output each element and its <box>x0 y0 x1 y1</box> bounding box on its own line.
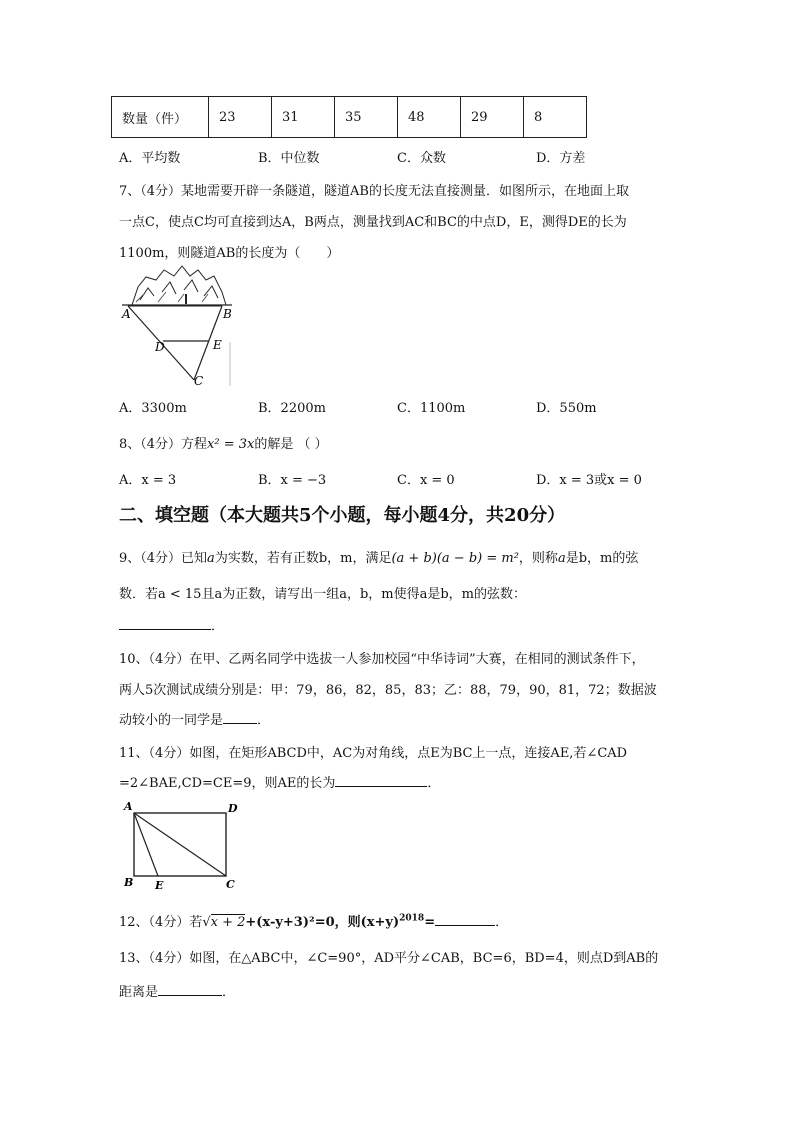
q7-line-2: 一点C，使点C均可直接到达A，B两点，测量找到AC和BC的中点D，E，测得DE的长为 <box>119 215 627 230</box>
table-cell: 8 <box>524 97 587 138</box>
label-c: C <box>194 374 204 388</box>
q8-option-a: A．x = 3 <box>119 473 177 488</box>
q7-option-a: A．3300m <box>119 401 187 416</box>
q7-option-b: B．2200m <box>258 401 326 416</box>
q11-line-2 <box>119 772 440 791</box>
label-d: D <box>155 340 165 354</box>
data-table <box>111 96 587 138</box>
q9-var-a2: a <box>557 551 566 566</box>
q7-option-d: D．550m <box>536 401 597 416</box>
q6-option-c: C．众数 <box>397 151 446 166</box>
table-cell: 31 <box>272 97 335 138</box>
q13-line-2 <box>119 981 235 1000</box>
q8-stem <box>119 433 328 452</box>
q8-equation: x² = 3x <box>207 437 255 452</box>
q11-line-2-end: ． <box>427 776 441 791</box>
table-header-cell: 数量（件） <box>112 97 209 138</box>
q8-stem-prefix: 8、（4分）方程 <box>119 437 208 452</box>
q9-text-4: 是b，m的弦 <box>565 551 639 566</box>
diagonal-ac <box>134 813 226 876</box>
q10-line-1: 10、（4分）在甲、乙两名同学中选拔一人参加校园“中华诗词”大赛，在相同的测试条件下， <box>119 652 645 667</box>
q8-option-d: D．x = 3或x = 0 <box>536 473 642 488</box>
q11-line-2-text: =2∠BAE,CD=CE=9，则AE的长为 <box>119 776 336 791</box>
q9-line-1 <box>119 547 638 566</box>
q9-text-3: ，则称 <box>518 551 558 566</box>
q12-prefix: 12、（4分）若 <box>119 915 203 930</box>
table-row <box>112 97 587 138</box>
q12-mid: +(x-y+3)²=0，则(x+y) <box>245 915 400 930</box>
q9-equation: (a + b)(a − b) = m² <box>391 551 519 566</box>
q7-line-1: 7、（4分）某地需要开辟一条隧道，隧道AB的长度无法直接测量．如图所示，在地面上取 <box>119 184 629 199</box>
q12-equals: = <box>424 915 436 930</box>
q10-line-2: 两人5次测试成绩分别是：甲：79，86，82，85，83；乙：88，79，90，81，72；数据波 <box>119 683 657 698</box>
table-cell: 23 <box>209 97 272 138</box>
label-b: B <box>124 876 134 889</box>
label-a: A <box>124 800 133 813</box>
q6-option-a: A．平均数 <box>119 151 181 166</box>
q13-line-2-text: 距离是 <box>119 985 159 1000</box>
q12-line <box>119 911 508 930</box>
sqrt-symbol: √ <box>202 915 211 930</box>
q12-end: ． <box>495 915 509 930</box>
label-e: E <box>155 879 164 892</box>
q8-option-b: B．x = −3 <box>258 473 327 488</box>
answer-blank[interactable] <box>435 913 495 926</box>
q9-line-2: 数．若a < 15且a为正数，请写出一组a，b，m使得a是b，m的弦数： <box>119 587 526 602</box>
q9-text-2: 为实数，若有正数b，m，满足 <box>214 551 392 566</box>
label-c: C <box>226 878 235 891</box>
table-cell: 29 <box>461 97 524 138</box>
section-title: 二、填空题（本大题共5个小题，每小题4分，共20分） <box>119 505 566 526</box>
q6-option-d: D．方差 <box>536 151 586 166</box>
answer-blank[interactable] <box>335 774 427 787</box>
q10-line-3-text: 动较小的一同学是 <box>119 713 224 728</box>
mountain-icon <box>132 266 226 305</box>
q13-line-2-end: ． <box>222 985 236 1000</box>
answer-blank[interactable] <box>223 711 257 724</box>
tunnel-figure <box>118 262 240 388</box>
q9-var-a: a <box>207 551 215 566</box>
q9-line-3-end: ． <box>211 619 225 634</box>
label-a: A <box>122 307 131 321</box>
table-cell: 48 <box>398 97 461 138</box>
segment-ae <box>134 813 158 876</box>
answer-blank[interactable] <box>158 983 222 996</box>
q7-line-3: 1100m，则隧道AB的长度为（ ） <box>119 246 340 261</box>
q11-line-1: 11、（4分）如图，在矩形ABCD中，AC为对角线，点E为BC上一点，连接AE,若∠CAD <box>119 746 628 761</box>
q7-option-c: C．1100m <box>397 401 466 416</box>
label-e: E <box>213 338 222 352</box>
q8-option-c: C．x = 0 <box>397 473 455 488</box>
q9-text-1: 9、（4分）已知 <box>119 551 208 566</box>
label-d: D <box>228 802 238 815</box>
sqrt-radicand: x + 2 <box>210 915 246 930</box>
q12-exponent: 2018 <box>399 913 425 924</box>
table-cell: 35 <box>335 97 398 138</box>
q13-line-1: 13、（4分）如图，在△ABC中，∠C=90°，AD平分∠CAB，BC=6，BD=4，则点D到AB的 <box>119 951 659 966</box>
label-b: B <box>223 307 232 321</box>
answer-blank[interactable] <box>119 617 211 630</box>
q6-option-b: B．中位数 <box>258 151 320 166</box>
q10-line-3 <box>119 709 270 728</box>
rectangle-figure <box>120 800 245 894</box>
q9-line-3 <box>119 615 224 634</box>
q8-stem-suffix: 的解是 （ ） <box>254 437 328 452</box>
q10-line-3-end: ． <box>257 713 271 728</box>
